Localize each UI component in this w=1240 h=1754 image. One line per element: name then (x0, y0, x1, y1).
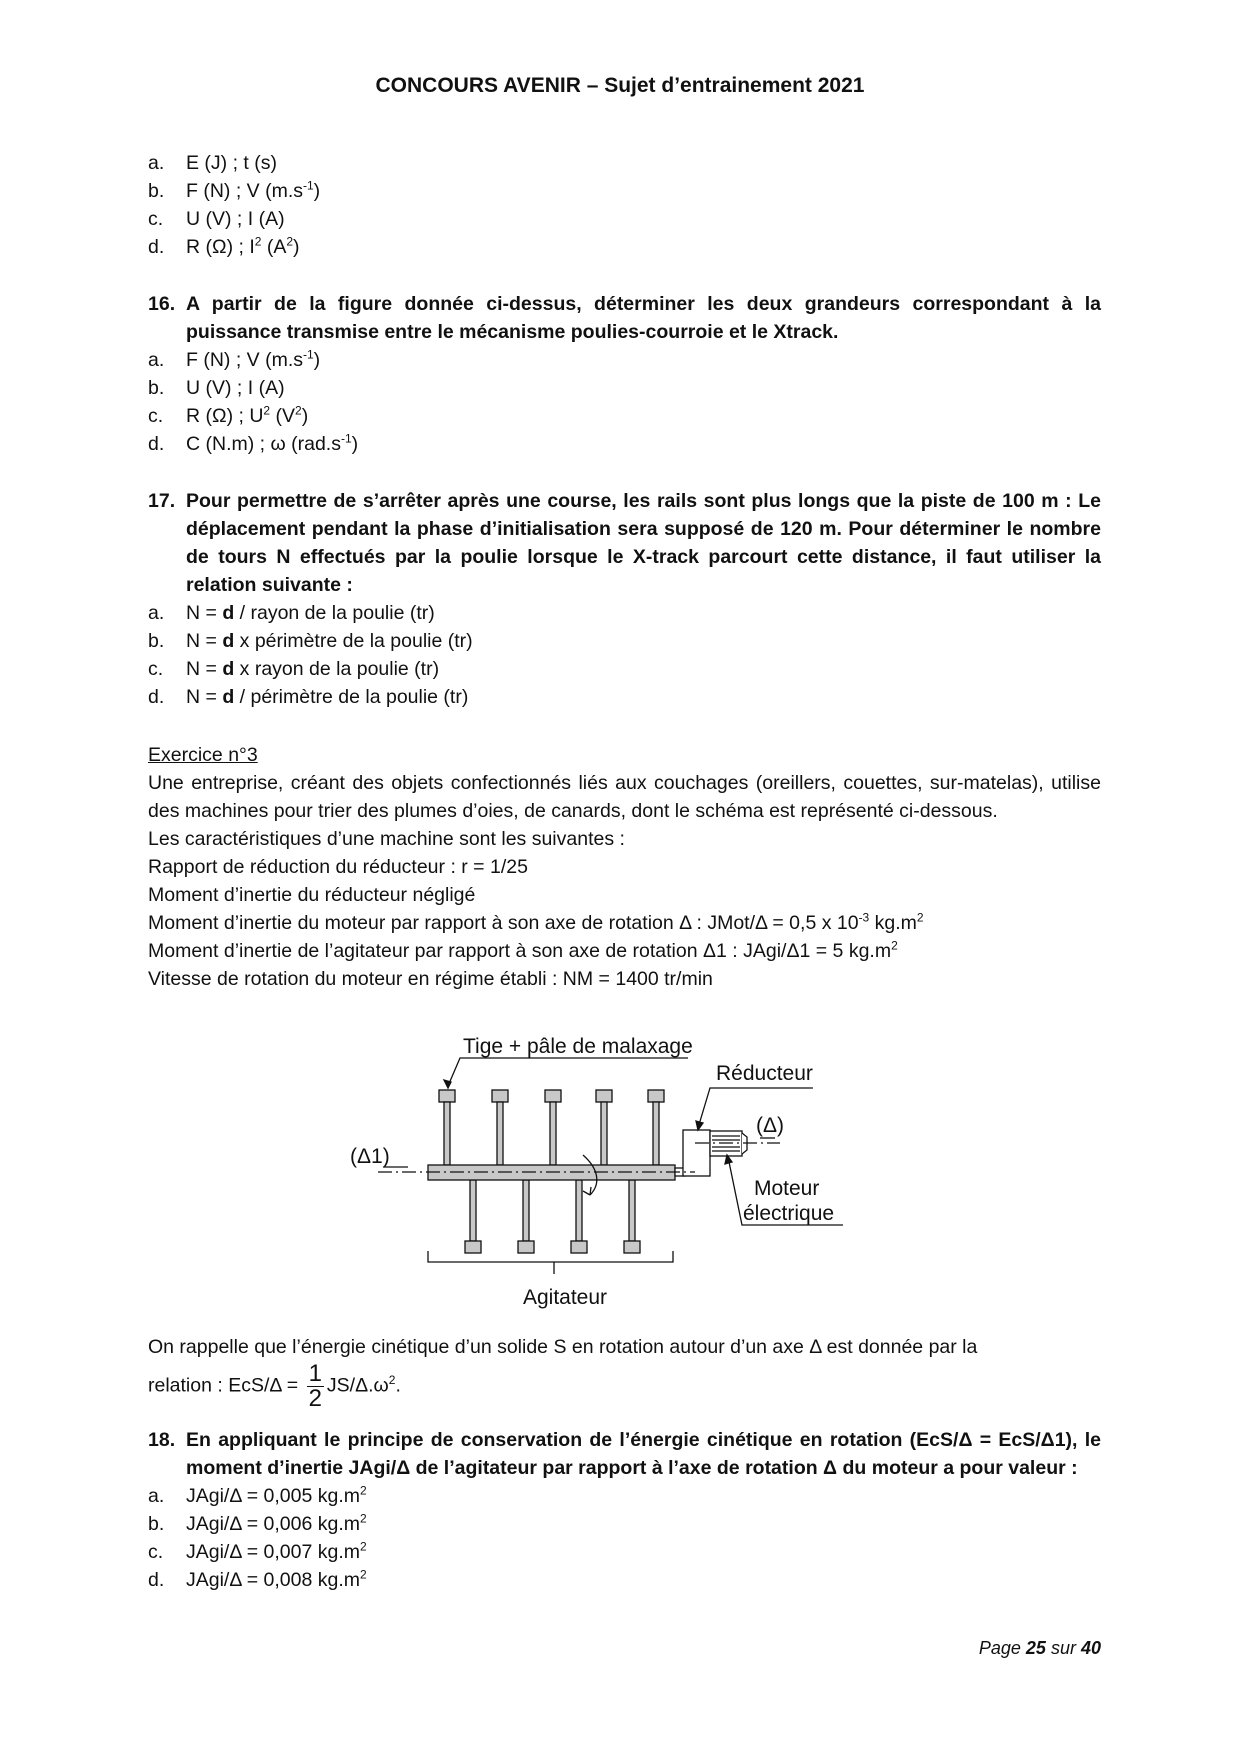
fraction: $\frac{1}{2}$ (308, 1360, 322, 1412)
recall-line: On rappelle que l’énergie cinétique d’un solide S en rotation autour d’un axe Δ est donnée par la (148, 1336, 978, 1358)
option-b: b. JAgi/Δ = 0,006 $kg.m^2$ (148, 1511, 367, 1535)
bottom-paddles (465, 1180, 640, 1253)
question-text: Pour permettre de s’arrêter après une course, les rails sont plus longs que la piste de 100 m : Le déplacement pendant la phase d’initialisation sera supposé de 120 m. Pour déterminer le nombre de tours N effectués par la poulie lorsque le X-track parcourt cette distance, il faut utiliser la relation suivante : (186, 490, 1101, 596)
option-b: b. F (N) ; V $(m.s^{-1})$ (148, 178, 321, 202)
option-a: a. N = d / rayon de la poulie (tr) (148, 602, 435, 624)
label-delta: (Δ) (756, 1114, 785, 1137)
option-c: c. N = d x rayon de la poulie (tr) (148, 658, 440, 680)
exercise-intro: Une entreprise, créant des objets confectionnés liés aux couchages (oreillers, couettes, sur-matelas), utilise des machines pour trier des plumes d’oies, de canards, dont le schéma est représenté ci-dessous. (148, 772, 1101, 822)
label-moteur: Moteur (754, 1177, 820, 1200)
question-16: 16. A partir de la figure donnée ci-dessus, déterminer les deux grandeurs correspondant à la puissance transmise entre le mécanisme poulies-courroie et le Xtrack. a. F (N) ; V $(m.s^{-1})$ b. U (V) ; I (A) c. R (Ω) ; $U^2$ $(V^2)$ d. C (N.m) ; ω $(rad.s^{-1})$ (148, 290, 1101, 458)
option-b: b. U (V) ; I (A) (148, 377, 285, 399)
label-tige: Tige + pâle de malaxage (463, 1035, 693, 1058)
exercise-3: Exercice n°3 Une entreprise, créant des objets confectionnés liés aux couchages (oreillers, couettes, sur-matelas), utilise des machines pour trier des plumes d’oies, de canards, dont le schéma est représenté ci-dessous. Les caractéristiques d’une machine sont les suivantes : Rapport de réduction du réducteur : r = 1/25 Moment d’inertie du réducteur négligé Moment d’inertie du moteur par rapport à son axe de rotation Δ : JMot/Δ = 0,5 x $10^{-3}$ $kg.m^2$ Moment d’inertie de l’agitateur par rapport à son axe de rotation Δ1 : JAgi/Δ1 = 5 $kg.m^2$ Vitesse de rotation du moteur en régime établi : NM = 1400 tr/min (148, 741, 1101, 993)
option-d: d. C (N.m) ; ω $(rad.s^{-1})$ (148, 431, 359, 455)
question-17: 17. Pour permettre de s’arrêter après une course, les rails sont plus longs que la piste de 100 m : Le déplacement pendant la phase d’initialisation sera supposé de 120 m. Pour déterminer le nombre de tours N effectués par la poulie lorsque le X-track parcourt cette distance, il faut utiliser la relation suivante : a. N = d / rayon de la poulie (tr) b. N = d x périmètre de la poulie (tr) c. N = d x rayon de la poulie (tr) d. N = d / périmètre de la poulie (tr) (148, 487, 1101, 711)
page-number: Page 25 sur 40 (978, 1638, 1101, 1658)
option-c: c. JAgi/Δ = 0,007 $kg.m^2$ (148, 1539, 367, 1563)
exercise-heading: Exercice n°3 (148, 744, 258, 766)
q15-options (148, 149, 1101, 261)
option-d: d. JAgi/Δ = 0,008 $kg.m^2$ (148, 1567, 367, 1591)
reducer-box (683, 1130, 710, 1176)
option-a: a. E (J) ; t (s) (148, 152, 277, 174)
agitator-bracket (428, 1251, 673, 1274)
label-reducteur: Réducteur (716, 1062, 813, 1085)
option-c: c. R (Ω) ; $U^2$ $(V^2)$ (148, 403, 309, 427)
option-a: a. F (N) ; V $(m.s^{-1})$ (148, 347, 321, 371)
option-d: d. N = d / périmètre de la poulie (tr) (148, 686, 469, 708)
label-delta1: (Δ1) (350, 1145, 390, 1168)
option-a: a. JAgi/Δ = 0,005 $kg.m^2$ (148, 1483, 367, 1507)
question-text: En appliquant le principe de conservation de l’énergie cinétique en rotation (EcS/Δ = EcS/Δ1), le moment d’inertie JAgi/Δ de l’agitateur par rapport à l’axe de rotation Δ du moteur a pour valeur : (186, 1429, 1101, 1479)
label-electrique: électrique (743, 1202, 835, 1225)
option-c: c. U (V) ; I (A) (148, 208, 285, 230)
label-agitateur: Agitateur (522, 1286, 608, 1309)
option-d: d. R (Ω) ; $I^2$ $(A^2)$ (148, 234, 300, 258)
agitator-diagram (350, 1020, 930, 1330)
option-b: b. N = d x périmètre de la poulie (tr) (148, 630, 473, 652)
question-text: A partir de la figure donnée ci-dessus, déterminer les deux grandeurs correspondant à la puissance transmise entre le mécanisme poulies-courroie et le Xtrack. (186, 293, 1101, 343)
question-18: 18. En appliquant le principe de conservation de l’énergie cinétique en rotation (EcS/Δ = EcS/Δ1), le moment d’inertie JAgi/Δ de l’agitateur par rapport à l’axe de rotation Δ du moteur a pour valeur : a. JAgi/Δ = 0,005 $kg.m^2$ b. JAgi/Δ = 0,006 $kg.m^2$ c. JAgi/Δ = 0,007 $kg.m^2$ d. JAgi/Δ = 0,008 $kg.m^2$ (148, 1426, 1101, 1594)
page-header-title: CONCOURS AVENIR – Sujet d’entrainement 2021 (375, 74, 865, 97)
top-paddles (439, 1090, 664, 1165)
recall-formula: relation : EcS/Δ = $\frac{1}{2}$ $JS/\Delta.\omega^2$. (148, 1360, 401, 1412)
